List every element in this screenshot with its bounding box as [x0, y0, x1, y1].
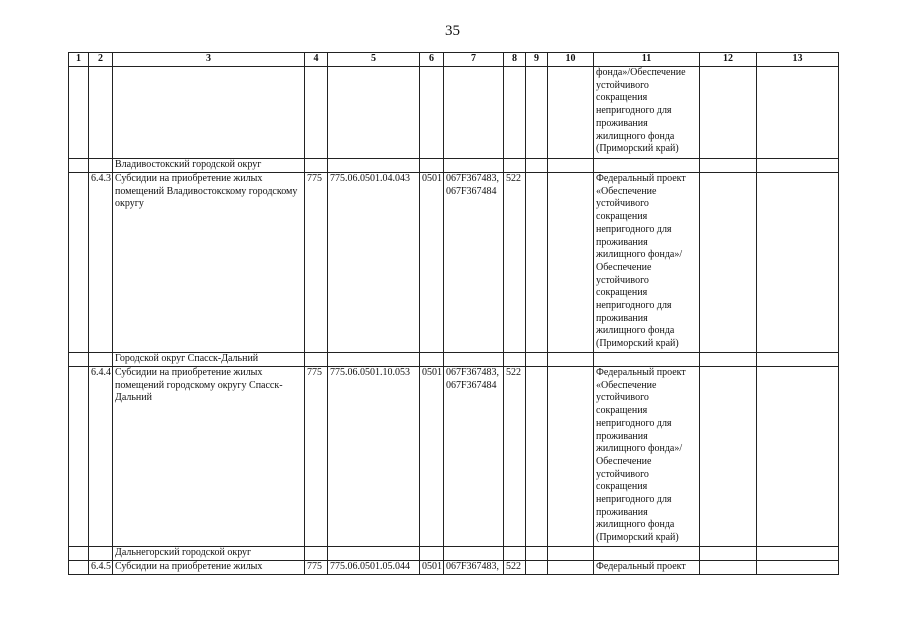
code-c4: 775 — [305, 367, 328, 547]
code-c7: 067F367483, 067F367484 — [444, 173, 504, 353]
item-name: Субсидии на приобретение жилых — [113, 561, 305, 575]
section-title: Дальнегорский городской округ — [113, 547, 305, 561]
code-c6: 0501 — [420, 173, 444, 353]
goal-cell: Федеральный проект «Обеспечение устойчивого сокращения непригодного для проживания жилищного фонда»/Обеспечение устойчивого сокращения непригодного для проживания жилищного фонда (Приморский край) — [594, 367, 700, 547]
col-header: 1 — [69, 53, 89, 67]
table-row — [69, 561, 839, 575]
code-c4: 775 — [305, 173, 328, 353]
budget-table — [68, 52, 839, 575]
col-header: 9 — [526, 53, 548, 67]
header-row — [69, 53, 839, 67]
item-number: 6.4.3 — [89, 173, 113, 353]
code-c8: 522 — [504, 561, 526, 575]
goal-cell: Федеральный проект «Обеспечение устойчивого сокращения непригодного для проживания жилищного фонда»/Обеспечение устойчивого сокращения непригодного для проживания жилищного фонда (Приморский край) — [594, 173, 700, 353]
page-number: 35 — [445, 23, 460, 39]
item-number: 6.4.5 — [89, 561, 113, 575]
code-c5: 775.06.0501.04.043 — [328, 173, 420, 353]
section-row — [69, 547, 839, 561]
code-c5: 775.06.0501.10.053 — [328, 367, 420, 547]
continuation-row — [69, 67, 839, 159]
code-c7: 067F367483, — [444, 561, 504, 575]
col-header: 12 — [700, 53, 757, 67]
col-header: 11 — [594, 53, 700, 67]
col-header: 3 — [113, 53, 305, 67]
col-header: 4 — [305, 53, 328, 67]
col-header: 2 — [89, 53, 113, 67]
table-row — [69, 173, 839, 353]
section-row — [69, 159, 839, 173]
code-c5: 775.06.0501.05.044 — [328, 561, 420, 575]
goal-cell: Федеральный проект — [594, 561, 700, 575]
item-number: 6.4.4 — [89, 367, 113, 547]
table-row — [69, 367, 839, 547]
col-header: 6 — [420, 53, 444, 67]
section-title: Городской округ Спасск-Дальний — [113, 353, 305, 367]
code-c4: 775 — [305, 561, 328, 575]
col-header: 13 — [757, 53, 839, 67]
item-name: Субсидии на приобретение жилых помещений городскому округу Спасск-Дальний — [113, 367, 305, 547]
col-header: 7 — [444, 53, 504, 67]
code-c8: 522 — [504, 367, 526, 547]
item-name: Субсидии на приобретение жилых помещений Владивостокскому городскому округу — [113, 173, 305, 353]
col-header: 10 — [548, 53, 594, 67]
col-header: 8 — [504, 53, 526, 67]
code-c8: 522 — [504, 173, 526, 353]
section-row — [69, 353, 839, 367]
goal-cell: фонда»/Обеспечение устойчивого сокращения непригодного для проживания жилищного фонда (Приморский край) — [594, 67, 700, 159]
code-c7: 067F367483, 067F367484 — [444, 367, 504, 547]
code-c6: 0501 — [420, 561, 444, 575]
col-header: 5 — [328, 53, 420, 67]
code-c6: 0501 — [420, 367, 444, 547]
section-title: Владивостокский городской округ — [113, 159, 305, 173]
